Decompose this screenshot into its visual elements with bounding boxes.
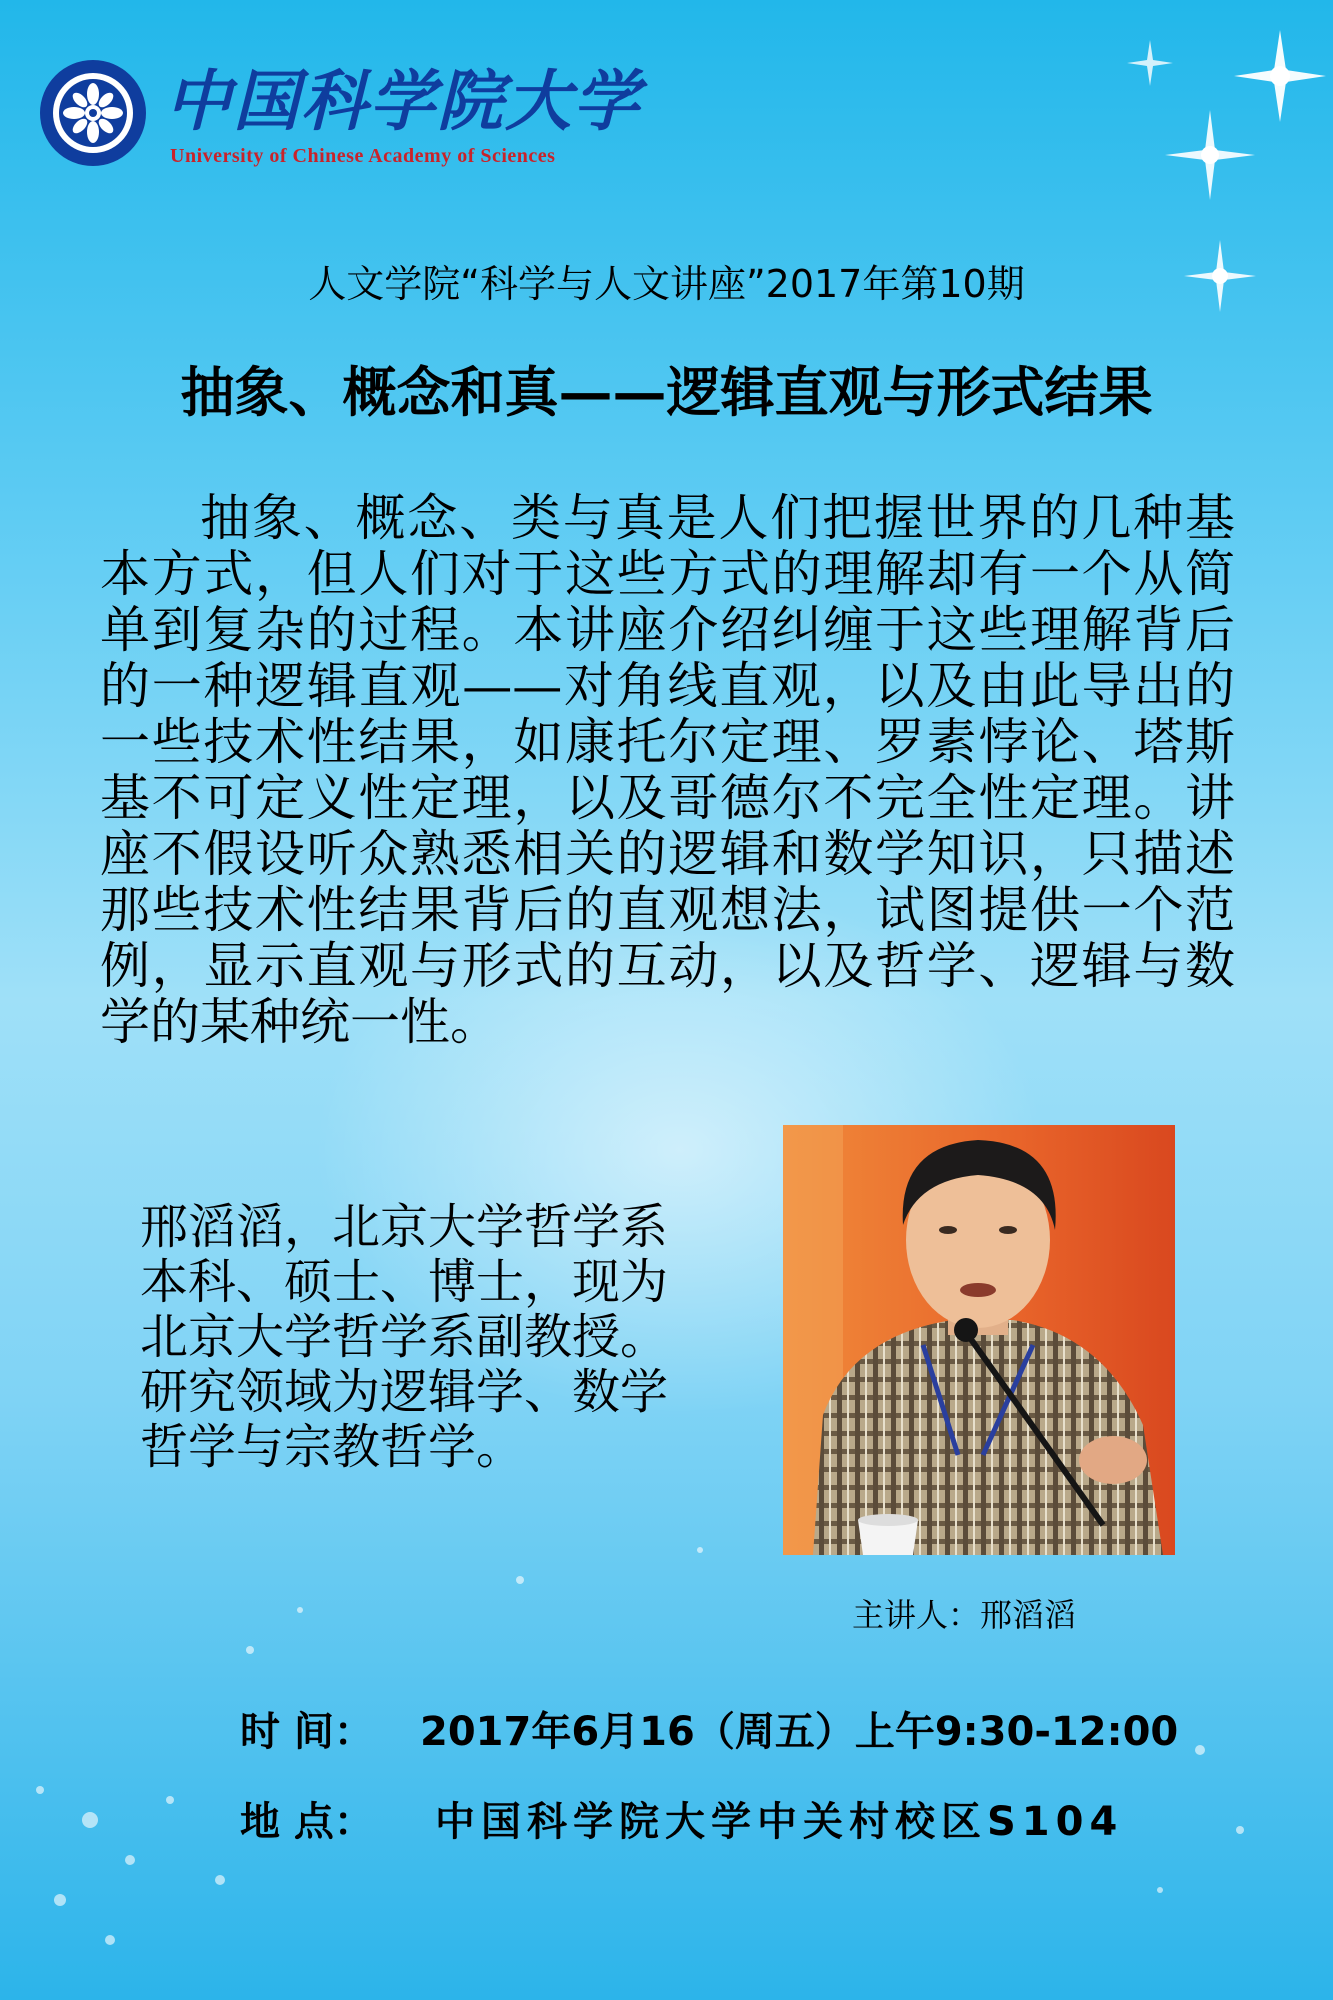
time-value: 2017年6月16（周五）上午9:30-12:00 bbox=[420, 1709, 1179, 1755]
speaker-bio: 邢滔滔，北京大学哲学系本科、硕士、博士，现为北京大学哲学系副教授。研究领域为逻辑学、数学哲学与宗教哲学。 bbox=[140, 1199, 669, 1475]
speaker-caption: 主讲人：邢滔滔 bbox=[852, 1596, 1077, 1634]
lecture-abstract: 抽象、概念、类与真是人们把握世界的几种基本方式，但人们对于这些方式的理解却有一个从简单到复杂的过程。本讲座介绍纠缠于这些理解背后的一种逻辑直观——对角线直观，以及由此导出的一些技术性结果，如康托尔定理、罗素悖论、塔斯基不可定义性定理，以及哥德尔不完全性定理。讲座不假设听众熟悉相关的逻辑和数学知识，只描述那些技术性结果背后的直观想法，试图提供一个范例，显示直观与形式的互动，以及哲学、逻辑与数学的某种统一性。 bbox=[100, 489, 1235, 1051]
place-label: 地 点： bbox=[240, 1799, 374, 1845]
place-value: 中国科学院大学中关村校区S104 bbox=[435, 1799, 1124, 1845]
university-name-en: University of Chinese Academy of Sciences bbox=[170, 145, 556, 167]
lecture-series: 人文学院“科学与人文讲座”2017年第10期 bbox=[308, 262, 1025, 306]
bokeh-decoration-icon bbox=[0, 1500, 1333, 2000]
speaker-photo bbox=[783, 1125, 1175, 1555]
university-name-cn: 中国科学院大学 bbox=[165, 62, 641, 140]
time-label: 时 间： bbox=[240, 1709, 374, 1755]
ucas-seal-icon bbox=[38, 58, 148, 168]
lecture-title: 抽象、概念和真——逻辑直观与形式结果 bbox=[180, 360, 1153, 424]
